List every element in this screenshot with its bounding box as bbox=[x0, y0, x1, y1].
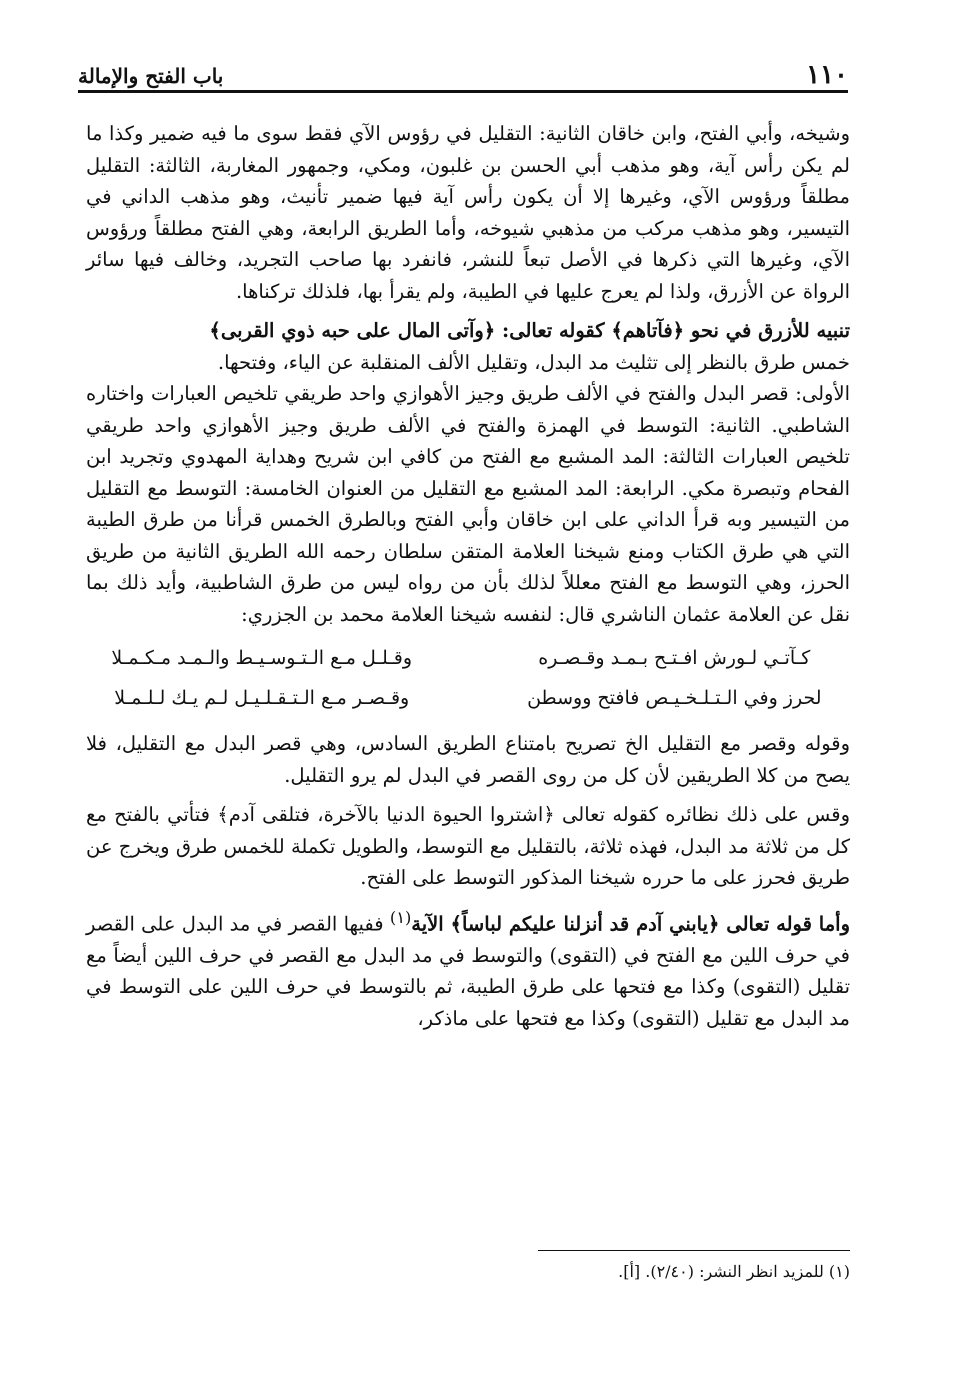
poem-block bbox=[86, 638, 850, 718]
running-title: باب الفتح والإمالة bbox=[78, 64, 224, 88]
paragraph-6 bbox=[86, 902, 850, 1035]
paragraph-1: وشيخه، وأبي الفتح، وابن خاقان الثانية: التقليل في رؤوس الآي فقط سوى ما فيه ضمير وكذا ما لم يكن رأس آية، وهو مذهب أبي الحسن بن غلبون، ومكي، وجمهور المغاربة، الثالثة: التقليل مطلقاً ورؤوس الآي، وغيرها إلا أن يكون رأس آية فيها ضمير تأنيث، وهو مذهب الداني في التيسير، وهو مذهب مركب من مذهبي شيوخه، وأما الطريق الرابعة، وهي الفتح مطلقاً ورؤوس الآي، وغيرها التي ذكرها في الأصل تبعاً للنشر، فانفرد بها صاحب التجريد، وخالف فيها سائر الرواة عن الأزرق، ولذا لم يعرج عليها في الطيبة، ولم يقرأ بها، فلذلك تركناها. bbox=[86, 122, 850, 303]
poem-verse-1 bbox=[86, 638, 850, 678]
paragraph-2: خمس طرق بالنظر إلى تثليث مد البدل، وتقليل الألف المنقلبة عن الياء، وفتحها. bbox=[217, 350, 850, 374]
paragraph-6-verse: وأما قوله تعالى ﴿يابني آدم قد أنزلنا عليكم لباساً﴾ الآية bbox=[411, 912, 850, 935]
paragraph-5: وقس على ذلك نظائره كقوله تعالى ﴿اشتروا الحيوة الدنيا بالآخرة، فتلقى آدم﴾ فتأتي بالفتح مع كل من ثلاثة مد البدل، فهذه ثلاثة، بالتقليل مع التوسط، والطويل تكملة للخمس طرق ويخرج عن طريق فحرز على ما حرره شيخنا المذكور التوسط على الفتح. bbox=[86, 803, 850, 889]
verse-1-first-half: كـآتـي لـورش افـتـح بـمـد وقـصـره bbox=[538, 647, 811, 669]
poem-verse-2 bbox=[86, 678, 850, 718]
verse-2-first-half: لحرز وفي الـتـلـخـيـص فافتح ووسطن bbox=[527, 687, 822, 709]
footnote-separator bbox=[538, 1250, 850, 1251]
paragraph-6-body: ففيها القصر في مد البدل على القصر في حرف اللين مع الفتح في (التقوى) والتوسط في مد البدل مع القصر في حرف اللين أيضاً مع تقليل (التقوى) وكذا مع فتحها على طرق الطيبة، ثم بالتوسط في حرف اللين على التوسط في مد البدل مع تقليل (التقوى) وكذا مع فتحها على ماذكر، bbox=[86, 912, 851, 1030]
footnote-marker[interactable]: (١) bbox=[389, 907, 412, 927]
main-text bbox=[86, 118, 850, 1042]
paragraph-4: وقوله وقصر مع التقليل الخ تصريح بامتناع الطريق السادس، وهي قصر البدل مع التقليل، فلا يصح من كلا الطريقين لأن كل من روى القصر في البدل لم يرو التقليل. bbox=[86, 732, 850, 787]
paragraph-2-heading bbox=[86, 315, 850, 347]
page-number: ١١٠ bbox=[806, 60, 848, 90]
paragraph-3: الأولى: قصر البدل والفتح في الألف طريق وجيز الأهوازي واحد طريقي تلخيص العبارات واختاره الشاطبي. الثانية: التوسط في الهمزة والفتح في الألف طريق وجيز الأهوازي واحد طريقي تلخيص العبارات الثالثة: المد المشبع مع الفتح من كافي ابن شريح وهداية المهدوي وتجريد ابن الفحام وتبصرة مكي. الرابعة: المد المشبع مع التقليل من العنوان الخامسة: التوسط مع التقليل من التيسير وبه قرأ الداني على ابن خاقان وأبي الفتح وبالطرق الخمس قرأنا من طرق الطيبة التي هي طرق الكتاب ومنع شيخنا العلامة المتقن سلطان رحمه الله الطريق الثانية من طريق الحرز، وهي التوسط مع الفتح معللاً لذلك بأن من رواه ليس من طرق الشاطبية، وأيد ذلك بما نقل عن العلامة عثمان الناشري قال: لنفسه شيخنا العلامة محمد بن الجزري: bbox=[86, 382, 850, 626]
verse-2-second-half: وقـصـر مـع الـتـقـلـيـل لـم يـك لـلـمـلا bbox=[114, 687, 410, 709]
verse-1-second-half: وقـلـل مـع الـتـوسـيـط والـمـد مـكـمـلا bbox=[111, 647, 413, 669]
footnote: (١) للمزيد انظر النشر: (٢/٤٠). [أ]. bbox=[618, 1262, 850, 1281]
page-header bbox=[78, 58, 848, 93]
note-verse-line: تنبيه للأزرق في نحو ﴿فآتاهم﴾ كقوله تعالى: ﴿وآتى المال على حبه ذوي القربى﴾ bbox=[209, 319, 850, 342]
